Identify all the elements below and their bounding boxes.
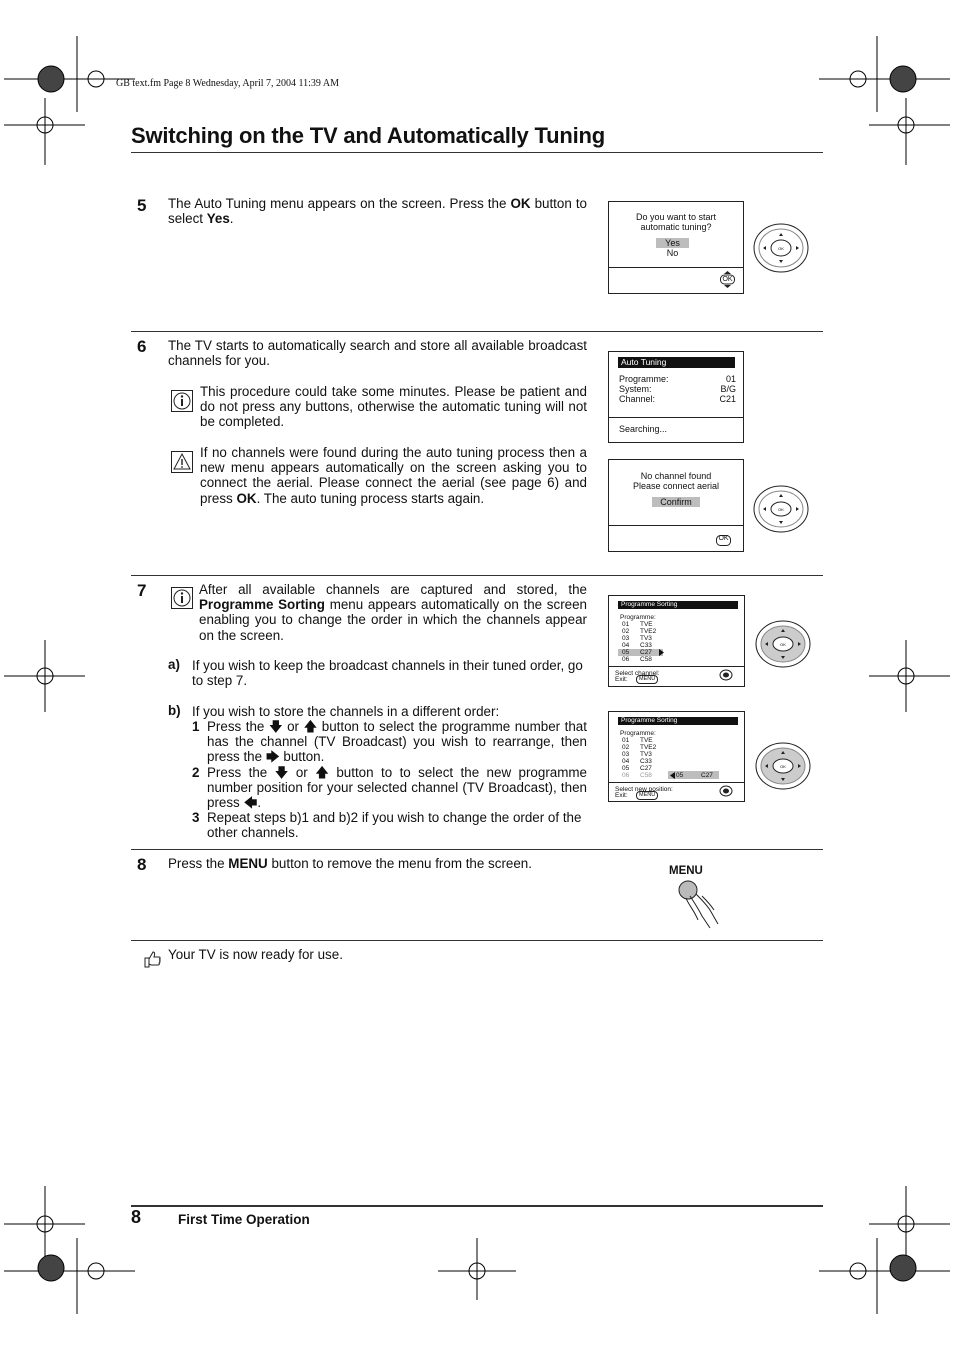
option-yes: Yes [656, 238, 689, 248]
row-number: 02 [622, 744, 630, 751]
row-channel: C27 [640, 765, 652, 772]
row-channel: C58 [640, 656, 652, 663]
thumbs-up-icon [142, 949, 162, 969]
row-channel: C33 [640, 758, 652, 765]
step-text: The TV starts to automatically search and store all available broadcast channels for you. [168, 338, 587, 369]
arrow-right-icon [659, 649, 664, 656]
tv-screen-auto-tuning-prompt [608, 201, 744, 294]
svg-text:OK: OK [778, 246, 784, 251]
divider [131, 331, 823, 332]
arrow-down-icon: 🡇 [274, 765, 289, 780]
ready-message: Your TV is now ready for use. [168, 947, 343, 962]
row-channel: TVE2 [640, 628, 657, 635]
step-number: 8 [137, 855, 147, 874]
substep-text: Repeat steps b)1 and b)2 if you wish to change the order of the other channels. [207, 810, 582, 841]
label-system: System: [619, 384, 652, 394]
footer-text: Exit: [615, 792, 628, 799]
ok-icon: OK [720, 271, 735, 288]
row-channel: C33 [640, 642, 652, 649]
hand-pressing-menu-icon [676, 880, 724, 932]
ok-icon: OK [716, 533, 731, 544]
footer-text: Exit: [615, 676, 628, 683]
step-text: Press the MENU button to remove the menu from the screen. [168, 856, 532, 871]
step-number: 6 [137, 337, 147, 356]
ok-icon [719, 669, 733, 681]
remote-ok-button-icon [752, 484, 810, 534]
row-number: 01 [622, 621, 630, 628]
step-number: 5 [137, 196, 147, 215]
ok-icon [719, 785, 733, 797]
divider [131, 575, 823, 576]
screen-text: Please connect aerial [632, 481, 720, 491]
row-number: 02 [622, 628, 630, 635]
screen-text: No channel found [640, 471, 712, 481]
menu-icon: MENU [636, 791, 658, 800]
row-channel: C27 [640, 649, 652, 656]
row-channel: C58 [640, 772, 652, 779]
remote-ok-button-icon [754, 741, 812, 791]
option-b-text: If you wish to store the channels in a different order: [192, 704, 500, 719]
svg-text:OK: OK [778, 507, 784, 512]
substep-text: Press the 🡇 or 🡅 button to select the programme number that has the channel (TV Broadcast) you wish to rearrange, then press the 🡆 button. [207, 719, 587, 765]
info-icon [171, 390, 193, 412]
value-channel: C21 [719, 394, 736, 404]
divider [131, 849, 823, 850]
substep-number: 3 [192, 810, 200, 825]
row-channel: TV3 [640, 635, 652, 642]
label-programme: Programme: [619, 374, 669, 384]
tv-screen-auto-tuning [608, 351, 744, 443]
row-channel: TVE [640, 737, 653, 744]
warning-icon [171, 451, 193, 473]
divider [131, 940, 823, 941]
tv-screen-no-channel [608, 459, 744, 552]
screen-heading: Programme: [620, 730, 656, 737]
row-number: 06 [622, 772, 630, 779]
info-note: This procedure could take some minutes. Please be patient and do not press any buttons, otherwise the automatic tuning will not be completed. [200, 384, 587, 430]
row-number: 06 [622, 656, 630, 663]
arrow-up-icon: 🡅 [303, 719, 318, 734]
step-number: 7 [137, 581, 147, 600]
menu-title-bar: Programme Sorting [618, 717, 738, 725]
option-b-label: b) [168, 703, 181, 718]
menu-button-label: MENU [669, 865, 703, 877]
menu-title-bar: Auto Tuning [618, 357, 735, 368]
screen-heading: Programme: [620, 614, 656, 621]
tv-screen-programme-sorting [608, 595, 745, 687]
screen-text: Do you want to start [635, 212, 717, 222]
arrow-up-icon: 🡅 [315, 765, 329, 780]
substep-number: 2 [192, 765, 200, 780]
row-number: 04 [622, 758, 630, 765]
footer-rule [131, 1205, 823, 1207]
moving-channel: C27 [701, 772, 713, 779]
warning-note: If no channels were found during the auto tuning process then a new menu appears automatically on the screen asking you to connect the aerial. Please connect the aerial (see page 6) and press OK. The auto tuning process starts again. [200, 445, 587, 506]
page-number: 8 [131, 1207, 142, 1227]
remote-ok-button-icon [754, 619, 812, 669]
arrow-right-icon: 🡆 [265, 749, 280, 765]
page-title: Switching on the TV and Automatically Tuning [131, 123, 605, 148]
svg-text:OK: OK [780, 642, 786, 647]
arrow-down-icon: 🡇 [268, 719, 283, 734]
remote-ok-button-icon [752, 222, 810, 274]
title-rule [131, 152, 823, 153]
footer-text: Select channel: [615, 670, 660, 677]
arrow-left-icon [670, 772, 675, 779]
row-channel: TVE [640, 621, 653, 628]
info-note: After all available channels are captured and stored, the Programme Sorting menu appears automatically on the screen enabling you to change the order in which the channels appear on the screen. [199, 582, 587, 643]
step-text: The Auto Tuning menu appears on the screen. Press the OK button to select Yes. [168, 196, 587, 227]
menu-icon: MENU [636, 675, 658, 684]
row-number: 01 [622, 737, 630, 744]
value-programme: 01 [725, 374, 736, 384]
tv-screen-programme-sorting-move [608, 711, 745, 802]
screen-text: automatic tuning? [640, 222, 712, 232]
file-info: GB text.fm Page 8 Wednesday, April 7, 2004 11:39 AM [116, 78, 339, 89]
row-number: 03 [622, 635, 630, 642]
option-a-text: If you wish to keep the broadcast channels in their tuned order, go to step 7. [192, 658, 583, 689]
confirm-option: Confirm [652, 497, 700, 507]
option-a-label: a) [168, 657, 180, 672]
row-number: 03 [622, 751, 630, 758]
row-channel: TV3 [640, 751, 652, 758]
value-system: B/G [720, 384, 736, 394]
row-number: 05 [622, 765, 630, 772]
substep-text: Press the 🡇 or 🡅 button to to select the new programme number position for your selected channel (TV Broadcast), then press 🡄. [207, 765, 587, 811]
row-number: 04 [622, 642, 630, 649]
menu-title-bar: Programme Sorting [618, 601, 738, 609]
status-searching: Searching... [619, 424, 668, 434]
moving-number: 05 [676, 772, 684, 779]
svg-text:OK: OK [780, 764, 786, 769]
label-channel: Channel: [619, 394, 656, 404]
row-channel: TVE2 [640, 744, 657, 751]
info-icon [171, 587, 193, 609]
section-title: First Time Operation [178, 1212, 310, 1227]
arrow-left-icon: 🡄 [243, 795, 258, 811]
substep-number: 1 [192, 719, 200, 734]
footer-text: Select new position: [615, 786, 673, 793]
row-number: 05 [622, 649, 630, 656]
option-no: No [666, 248, 679, 258]
